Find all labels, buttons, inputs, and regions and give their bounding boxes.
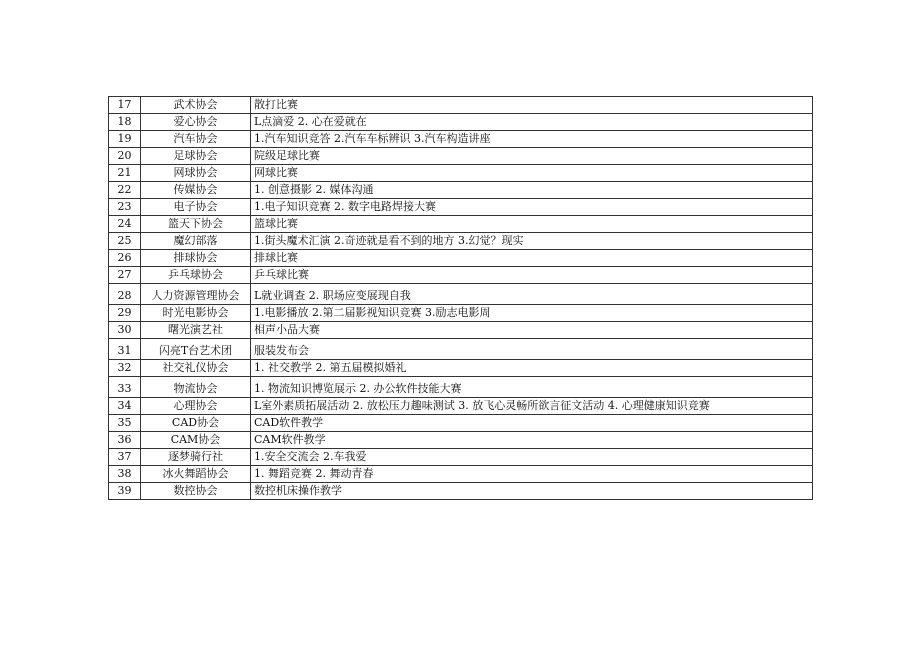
club-name: 社交礼仪协会 [141, 360, 251, 377]
activity-description: 1.街头魔术汇演 2.奇迹就是看不到的地方 3.幻觉？现实 [251, 233, 813, 250]
table-row [109, 339, 813, 360]
activity-description: 院级足球比赛 [251, 148, 813, 165]
activity-description: 1. 舞蹈竞赛 2. 舞动青春 [251, 466, 813, 483]
table-row [109, 267, 813, 284]
table-row [109, 165, 813, 182]
row-number: 28 [109, 284, 141, 305]
row-number: 23 [109, 199, 141, 216]
table-row [109, 360, 813, 377]
table-row [109, 233, 813, 250]
row-number: 20 [109, 148, 141, 165]
row-number: 18 [109, 114, 141, 131]
activity-description: 1.电子知识竞赛 2. 数字电路焊接大赛 [251, 199, 813, 216]
row-number: 30 [109, 322, 141, 339]
table-row [109, 322, 813, 339]
activity-description: 数控机床操作教学 [251, 483, 813, 500]
table-row [109, 432, 813, 449]
row-number: 37 [109, 449, 141, 466]
activity-description: 1. 物流知识博览展示 2. 办公软件技能大赛 [251, 377, 813, 398]
club-name: 时光电影协会 [141, 305, 251, 322]
row-number: 25 [109, 233, 141, 250]
row-number: 22 [109, 182, 141, 199]
club-name: 魔幻部落 [141, 233, 251, 250]
activity-description: 散打比赛 [251, 97, 813, 114]
row-number: 36 [109, 432, 141, 449]
table-row [109, 398, 813, 415]
table-row [109, 250, 813, 267]
activity-description: L点滴爱 2. 心在爱就在 [251, 114, 813, 131]
row-number: 26 [109, 250, 141, 267]
table-row [109, 449, 813, 466]
activity-description: 1. 社交教学 2. 第五届模拟婚礼 [251, 360, 813, 377]
table-row [109, 182, 813, 199]
activity-description: L就业调查 2. 职场应变展现自我 [251, 284, 813, 305]
row-number: 29 [109, 305, 141, 322]
row-number: 34 [109, 398, 141, 415]
club-name: 乒乓球协会 [141, 267, 251, 284]
club-name: CAM协会 [141, 432, 251, 449]
table-row [109, 284, 813, 305]
row-number: 33 [109, 377, 141, 398]
activity-description: 1.电影播放 2.第二届影视知识竞赛 3.励志电影周 [251, 305, 813, 322]
row-number: 27 [109, 267, 141, 284]
row-number: 32 [109, 360, 141, 377]
table-body [109, 97, 813, 500]
row-number: 39 [109, 483, 141, 500]
table-row [109, 305, 813, 322]
club-name: 逐梦骑行社 [141, 449, 251, 466]
table-row [109, 377, 813, 398]
club-name: 汽车协会 [141, 131, 251, 148]
club-name: 电子协会 [141, 199, 251, 216]
club-name: 爱心协会 [141, 114, 251, 131]
activity-description: CAD软件教学 [251, 415, 813, 432]
club-name: 人力资源管理协会 [141, 284, 251, 305]
activity-description: 1. 创意摄影 2. 媒体沟通 [251, 182, 813, 199]
activity-description: 篮球比赛 [251, 216, 813, 233]
club-name: 排球协会 [141, 250, 251, 267]
activity-description: 网球比赛 [251, 165, 813, 182]
club-name: 网球协会 [141, 165, 251, 182]
club-name: 篮天下协会 [141, 216, 251, 233]
table-row [109, 483, 813, 500]
table-row [109, 466, 813, 483]
row-number: 38 [109, 466, 141, 483]
row-number: 21 [109, 165, 141, 182]
row-number: 31 [109, 339, 141, 360]
table-row [109, 148, 813, 165]
row-number: 17 [109, 97, 141, 114]
club-name: 闪亮T台艺术团 [141, 339, 251, 360]
club-activity-table [108, 96, 813, 500]
club-name: 足球协会 [141, 148, 251, 165]
activity-description: 1.汽车知识竞答 2.汽车车标辨识 3.汽车构造讲座 [251, 131, 813, 148]
table-row [109, 415, 813, 432]
club-name: 物流协会 [141, 377, 251, 398]
table-row [109, 114, 813, 131]
table-row [109, 199, 813, 216]
row-number: 24 [109, 216, 141, 233]
activity-description: CAM软件教学 [251, 432, 813, 449]
club-name: 心理协会 [141, 398, 251, 415]
activity-description: L室外素质拓展活动 2. 放松压力趣味测试 3. 放飞心灵畅所欲言征文活动 4. 心理健康知识竞赛 [251, 398, 813, 415]
table-row [109, 131, 813, 148]
club-name: CAD协会 [141, 415, 251, 432]
activity-description: 乒乓球比赛 [251, 267, 813, 284]
activity-description: 相声小品大赛 [251, 322, 813, 339]
club-name: 冰火舞蹈协会 [141, 466, 251, 483]
table-row [109, 97, 813, 114]
row-number: 19 [109, 131, 141, 148]
club-name: 武术协会 [141, 97, 251, 114]
club-name: 数控协会 [141, 483, 251, 500]
club-name: 传媒协会 [141, 182, 251, 199]
activity-description: 服装发布会 [251, 339, 813, 360]
activity-description: 排球比赛 [251, 250, 813, 267]
activity-description: 1.安全交流会 2.车我爱 [251, 449, 813, 466]
row-number: 35 [109, 415, 141, 432]
table-row [109, 216, 813, 233]
club-name: 曙光演艺社 [141, 322, 251, 339]
